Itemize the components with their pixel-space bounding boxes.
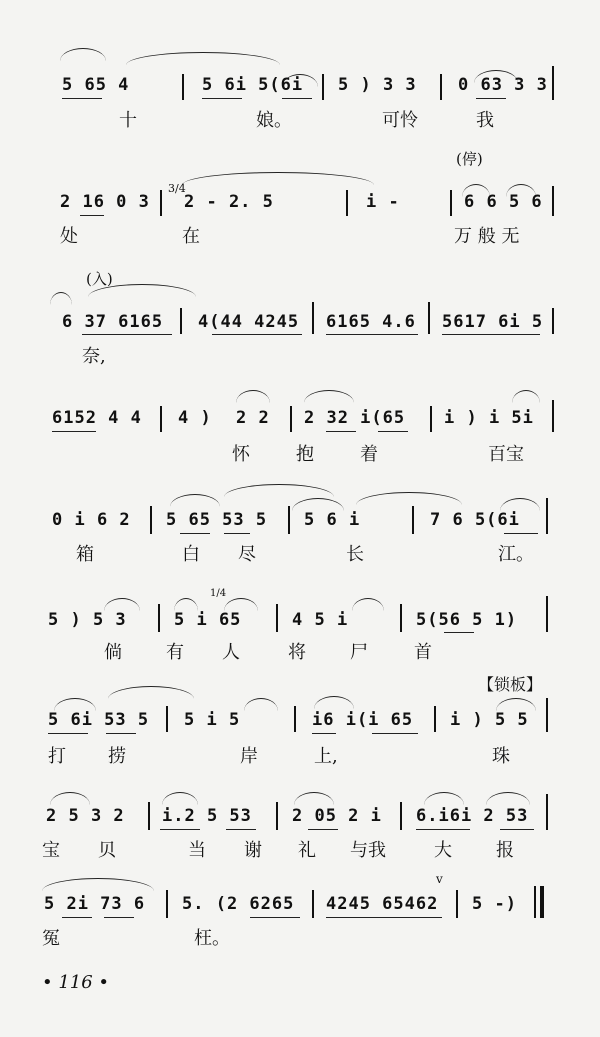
note-group: 2 2 xyxy=(236,408,270,428)
underline xyxy=(52,431,96,432)
bar-line xyxy=(552,186,554,216)
slur xyxy=(126,52,280,65)
lyric: 宝 xyxy=(42,840,60,861)
lyric: 报 xyxy=(496,840,514,861)
bar-line xyxy=(276,604,278,632)
bar-line xyxy=(534,886,536,918)
lyric: 礼 xyxy=(298,840,316,861)
note-group: 5(56 5 1) xyxy=(416,610,518,630)
note-group: 5 ) 5 3 xyxy=(48,610,127,630)
lyric: 怀 xyxy=(232,444,250,465)
lyric: 箱 xyxy=(76,544,94,565)
bar-line xyxy=(312,302,314,334)
section-label: 【锁板】 xyxy=(478,675,543,694)
note-group: 0 i 6 2 xyxy=(52,510,131,530)
lyric: 谢 xyxy=(244,840,262,861)
underline xyxy=(444,632,474,633)
note-group: 2 5 3 2 xyxy=(46,806,125,826)
lyric: 与我 xyxy=(350,840,386,861)
bar-line xyxy=(288,506,290,534)
lyric: 上, xyxy=(314,746,338,767)
slur xyxy=(424,792,464,805)
bar-line xyxy=(158,604,160,632)
underline xyxy=(224,533,250,534)
lyric: 抱 xyxy=(296,444,314,465)
breath-mark: v xyxy=(436,872,443,886)
bar-line xyxy=(440,74,442,100)
lyric: 白 xyxy=(182,544,200,565)
note-group: 5 2i 73 6 xyxy=(44,894,146,914)
note-group: 5617 6i 5 xyxy=(442,312,544,332)
note-group: 6152 4 4 xyxy=(52,408,142,428)
lyric: 尽 xyxy=(238,544,256,565)
bar-line xyxy=(312,890,314,918)
underline xyxy=(106,733,136,734)
underline xyxy=(416,829,470,830)
bar-line xyxy=(160,406,162,432)
note-group: i ) 5 5 xyxy=(450,710,529,730)
note-group: 5 65 4 xyxy=(62,75,130,95)
note-group: 4245 65462 xyxy=(326,894,439,914)
underline xyxy=(504,533,538,534)
note-group: 5 65 53 5 xyxy=(166,510,268,530)
slur xyxy=(512,390,540,403)
bar-line xyxy=(546,498,548,534)
bar-line xyxy=(148,802,150,830)
final-bar-line xyxy=(540,886,544,918)
note-group: 2 - 2. 5 xyxy=(184,192,274,212)
bar-line xyxy=(166,706,168,732)
annotation: (停) xyxy=(456,150,483,168)
bar-line xyxy=(546,794,548,830)
bar-line xyxy=(290,406,292,432)
slur xyxy=(42,878,154,891)
underline xyxy=(500,829,534,830)
underline xyxy=(82,334,172,335)
slur xyxy=(304,390,354,403)
bar-line xyxy=(180,308,182,334)
note-group: 4(44 4245 xyxy=(198,312,300,332)
slur xyxy=(170,494,220,507)
bar-line xyxy=(428,302,430,334)
bar-line xyxy=(346,190,348,216)
underline xyxy=(202,98,242,99)
bar-line xyxy=(546,698,548,732)
bar-line xyxy=(294,706,296,732)
note-group: 5. (2 6265 xyxy=(182,894,295,914)
underline xyxy=(326,431,356,432)
slur xyxy=(236,390,270,403)
lyric: 枉。 xyxy=(194,928,230,949)
underline xyxy=(80,215,104,216)
bar-line xyxy=(400,802,402,830)
lyric: 着 xyxy=(360,444,378,465)
slur xyxy=(50,792,90,805)
lyric: 捞 xyxy=(108,746,126,767)
bar-line xyxy=(552,66,554,100)
note-group: 6 37 6165 xyxy=(62,312,164,332)
lyric: 在 xyxy=(182,226,200,247)
lyric: 首 xyxy=(414,642,432,663)
note-group: 5 ) 3 3 xyxy=(338,75,417,95)
note-group: i ) i 5i xyxy=(444,408,534,428)
bar-line xyxy=(400,604,402,632)
underline xyxy=(212,334,302,335)
note-group: 5 6i 5(6i xyxy=(202,75,304,95)
note-group: 6 6 5 6 xyxy=(464,192,543,212)
slur xyxy=(244,698,278,711)
lyric: 百宝 xyxy=(488,444,524,465)
lyric: 可怜 xyxy=(382,110,418,131)
note-group: 4 5 i xyxy=(292,610,349,630)
bar-line xyxy=(456,890,458,918)
underline xyxy=(442,334,540,335)
lyric: 当 xyxy=(188,840,206,861)
lyric: 人 xyxy=(222,642,240,663)
note-group: 7 6 5(6i xyxy=(430,510,520,530)
note-group: 4 ) xyxy=(178,408,212,428)
bar-line xyxy=(276,802,278,830)
lyric: 万 般 无 xyxy=(454,226,520,247)
bar-line xyxy=(546,596,548,632)
lyric: 奈, xyxy=(82,346,106,367)
lyric: 冤 xyxy=(42,928,60,949)
note-group: 2 32 i(65 xyxy=(304,408,406,428)
bar-line xyxy=(160,190,162,216)
note-group: i.2 5 53 xyxy=(162,806,252,826)
lyric: 贝 xyxy=(98,840,116,861)
underline xyxy=(226,829,256,830)
slur xyxy=(224,484,334,497)
underline xyxy=(104,917,134,918)
note-group: 5 i 65 xyxy=(174,610,242,630)
lyric: 十 xyxy=(119,110,137,131)
bar-line xyxy=(322,74,324,100)
lyric: 有 xyxy=(166,642,184,663)
note-group: 2 05 2 i xyxy=(292,806,382,826)
underline xyxy=(312,733,336,734)
bar-line xyxy=(166,890,168,918)
annotation: (入) xyxy=(86,270,113,288)
underline xyxy=(476,98,506,99)
note-group: 5 6 i xyxy=(304,510,361,530)
underline xyxy=(250,917,300,918)
note-group: 5 -) xyxy=(472,894,517,914)
underline xyxy=(308,829,338,830)
lyric: 处 xyxy=(60,226,78,247)
underline xyxy=(326,334,418,335)
note-group: 5 i 5 xyxy=(184,710,241,730)
note-group: 5 6i 53 5 xyxy=(48,710,150,730)
bar-line xyxy=(434,706,436,732)
underline xyxy=(180,533,210,534)
bar-line xyxy=(450,190,452,216)
underline xyxy=(62,98,102,99)
lyric: 我 xyxy=(476,110,494,131)
note-group: i - xyxy=(366,192,400,212)
slur xyxy=(486,792,530,805)
underline xyxy=(62,917,92,918)
lyric: 珠 xyxy=(492,746,510,767)
grace-mark: 1/4 xyxy=(210,588,227,599)
page-number: • 116 • xyxy=(42,972,110,993)
lyric: 长 xyxy=(346,544,364,565)
slur xyxy=(356,492,462,505)
slur xyxy=(108,686,194,699)
slur xyxy=(314,696,354,709)
underline xyxy=(160,829,200,830)
lyric: 大 xyxy=(434,840,452,861)
slur xyxy=(60,48,106,61)
underline xyxy=(282,98,312,99)
bar-line xyxy=(182,74,184,100)
lyric: 将 xyxy=(288,642,306,663)
underline xyxy=(48,733,88,734)
slur xyxy=(352,598,384,611)
bar-line xyxy=(150,506,152,534)
time-signature: 3/4 xyxy=(168,182,186,195)
slur xyxy=(182,172,374,185)
lyric: 打 xyxy=(48,746,66,767)
lyric: 江。 xyxy=(498,544,534,565)
underline xyxy=(326,917,442,918)
note-group: 0 63 3 3 xyxy=(458,75,548,95)
bar-line xyxy=(552,400,554,432)
underline xyxy=(378,431,408,432)
slur xyxy=(294,792,334,805)
bar-line xyxy=(552,308,554,334)
underline xyxy=(372,733,418,734)
note-group: 2 16 0 3 xyxy=(60,192,150,212)
note-group: 6.i6i 2 53 xyxy=(416,806,529,826)
slur xyxy=(162,792,198,805)
bar-line xyxy=(430,406,432,432)
note-group: i6 i(i 65 xyxy=(312,710,414,730)
bar-line xyxy=(412,506,414,534)
lyric: 娘。 xyxy=(256,110,292,131)
lyric: 岸 xyxy=(240,746,258,767)
slur xyxy=(50,292,72,305)
note-group: 6165 4.6 xyxy=(326,312,416,332)
lyric: 倘 xyxy=(104,642,122,663)
lyric: 尸 xyxy=(350,642,368,663)
